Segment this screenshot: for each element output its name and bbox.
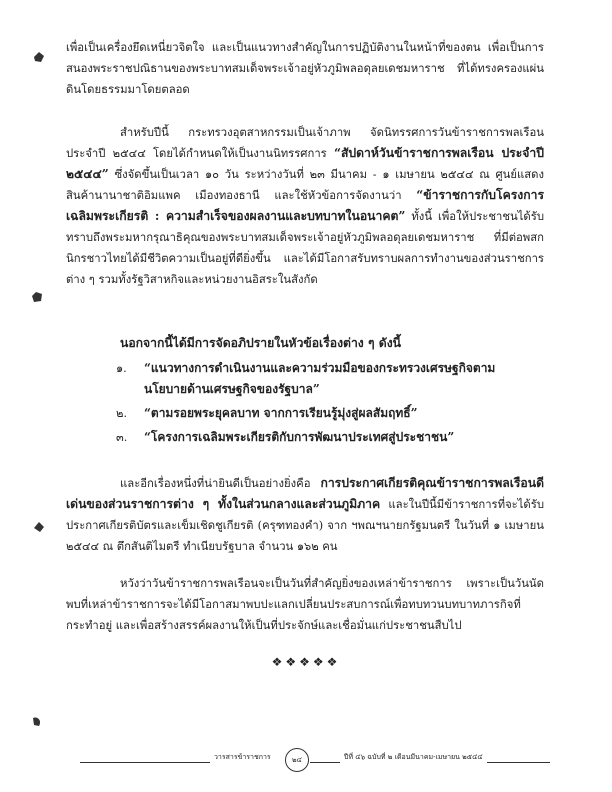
exhibition-text-a: สำหรับปีนี้ กระทรวงอุตสาหกรรมเป็นเจ้าภาพ จัดนิทรรศการวันข้าราชการพลเรือน ประจำปี ๒๕๔๔ โดยได้กำหนดให้เป็นงานนิทรรศการ (66, 126, 544, 160)
list-item (116, 403, 536, 424)
exhibition-text-e: ทั้งนี้ เพื่อให้ประชาชนได้รับทราบถึงพระมหากรุณาธิคุณของพระบาทสมเด็จพระเจ้าอยู่หัวภูมิพลอดุลยเดชมหาราช ที่มีต่อพสกนิกรชาวไทยได้มีชีวิตความเป็นอยู่ที่ดียิ่งขึ้น และได้มีโอกาสรับทราบผลการทำงานของส่วนราชการต่าง ๆ รวมทั้งรัฐวิสาหกิจและหน่วยงานอิสระในสังกัด (66, 210, 545, 286)
exhibition-title: “สัปดาห์วันข้าราชการพลเรือน ประจำปี ๒๕๔๔” (66, 146, 544, 181)
list-item-text: “แนวทางการดำเนินงานและความร่วมมือของกระทรวงเศรษฐกิจตามนโยบายด้านเศรษฐกิจของรัฐบาล” (144, 361, 496, 396)
list-item (116, 427, 536, 448)
exhibition-text-c: ซึ่งจัดขึ้นเป็นเวลา ๑๐ วัน ระหว่างวันที่ ๒๓ มีนาคม - ๑ เมษายน ๒๕๔๔ ณ ศูนย์แสดงสินค้านานาชาติอิมแพค เมืองทองธานี และใช้หัวข้อการจัดงานว่า (66, 168, 544, 202)
list-item (116, 358, 536, 400)
footer-page-number-badge (285, 748, 309, 772)
list-item-number: ๓. (116, 431, 128, 444)
awards-text-c: และในปีนี้มีข้าราชการที่จะได้รับประกาศเกียรติบัตรและเข็มเชิดชูเกียรติ (ครุฑทองคำ) จาก ฯพณฯนายกรัฐมนตรี ในวันที่ ๑ เมษายน ๒๕๔๔ ณ ตึกสันติไมตรี ทำเนียบรัฐบาล จำนวน ๑๖๒ คน (66, 498, 545, 553)
paragraph-awards (66, 473, 544, 557)
list-item-number: ๒. (116, 407, 128, 420)
list-item-text: “โครงการเฉลิมพระเกียรติกับการพัฒนาประเทศสู่ประชาชน” (144, 430, 455, 444)
footer-issue-info: ปีที่ ๔๖ ฉบับที่ ๒ เดือนมีนาคม-เมษายน ๒๕๔๔ (340, 752, 487, 763)
paragraph-intro (66, 37, 544, 100)
footer-journal-name: วารสารข้าราชการ (210, 752, 275, 763)
awards-text-a: และอีกเรื่องหนึ่งที่น่ายินดีเป็นอย่างยิ่งคือ (120, 477, 311, 490)
exhibition-theme: “ข้าราชการกับโครงการเฉลิมพระเกียรติ : ความสำเร็จของผลงานและบทบาทในอนาคต” (66, 188, 544, 223)
closing-text: หวังว่าวันข้าราชการพลเรือนจะเป็นวันที่สำคัญยิ่งของเหล่าข้าราชการ เพราะเป็นวันนัดพบที่เหล่าข้าราชการจะได้มีโอกาสมาพบปะแลกเปลี่ยนประสบการณ์เพื่อทบทวนบทบาทภารกิจที่กระทำอยู่ และเพื่อสร้างสรรค์ผลงานให้เป็นที่ประจักษ์และเชื่อมั่นแก่ประชาชนสืบไป (66, 577, 544, 632)
paragraph-exhibition (66, 122, 544, 290)
forum-topic-list (116, 358, 536, 451)
paragraph-forum-intro (66, 333, 544, 354)
forum-intro-text: นอกจากนี้ได้มีการจัดอภิปรายในหัวข้อเรื่องต่าง ๆ ดังนี้ (120, 336, 401, 350)
list-item-text: “ตามรอยพระยุคลบาท จากการเรียนรู้มุ่งสู่ผลสัมฤทธิ์” (144, 406, 418, 420)
awards-highlight: การประกาศเกียรติคุณข้าราชการพลเรือนดีเด่นของส่วนราชการต่าง ๆ ทั้งในส่วนกลางและส่วนภูมิภาค (66, 476, 544, 511)
binding-hole-mark (32, 520, 46, 534)
section-separator: ❖❖❖❖❖ (271, 655, 341, 669)
list-item-number: ๑. (116, 362, 127, 375)
intro-text: เพื่อเป็นเครื่องยึดเหนี่ยวจิตใจ และเป็นแนวทางสำคัญในการปฏิบัติงานในหน้าที่ของตน เพื่อเป็นการสนองพระราชปณิธานของพระบาทสมเด็จพระเจ้าอยู่หัวภูมิพลอดุลยเดชมหาราช ที่ได้ทรงครองแผ่นดินโดยธรรมมาโดยตลอด (66, 41, 544, 96)
footer-page-number: ๒๔ (292, 756, 302, 764)
paragraph-closing (66, 573, 544, 636)
binding-hole-mark (32, 50, 46, 64)
page-footer (80, 752, 550, 772)
binding-hole-mark (30, 290, 44, 304)
binding-hole-mark (30, 715, 44, 729)
